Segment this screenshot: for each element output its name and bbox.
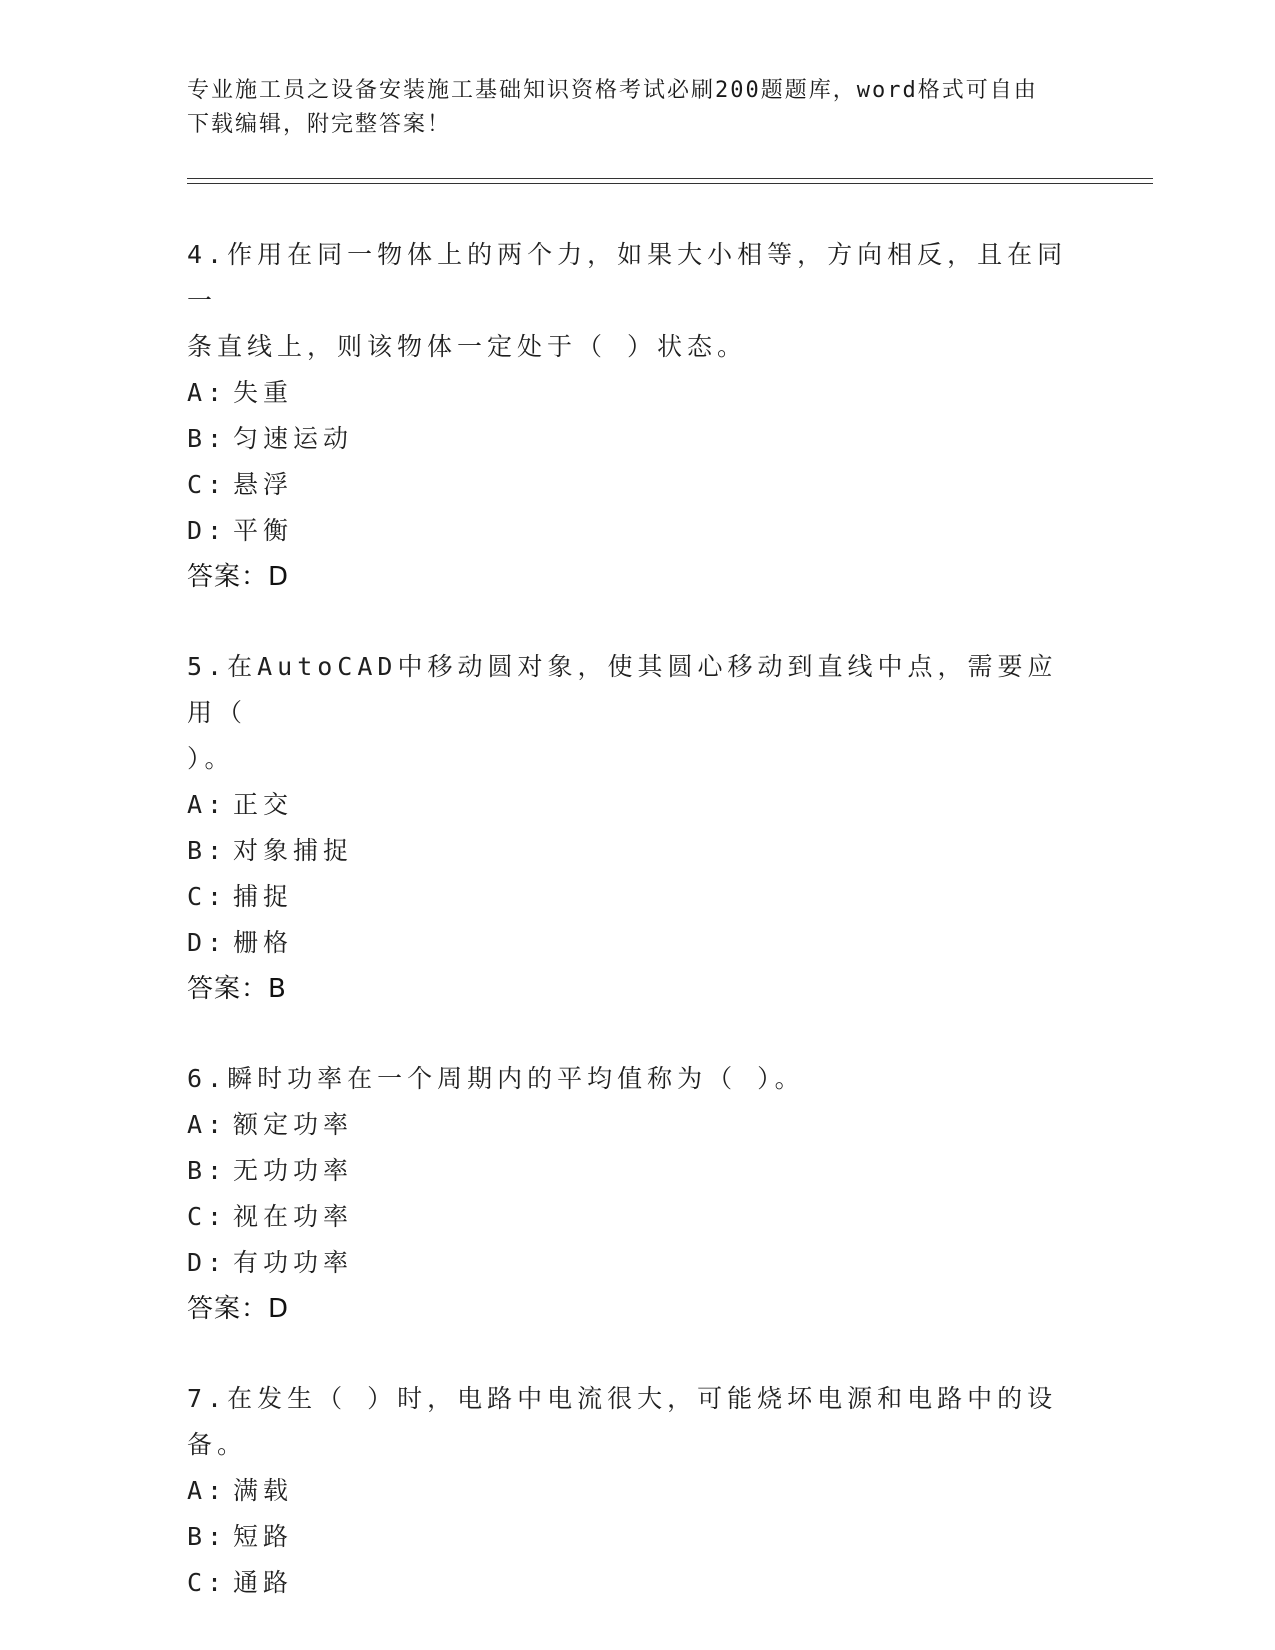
option-b [187, 828, 1087, 874]
option-key: C: [187, 1568, 228, 1597]
option-key: D: [187, 928, 228, 957]
option-text: 有功功率 [233, 1248, 354, 1277]
option-key: A: [187, 378, 228, 407]
option-b [187, 1148, 1087, 1194]
header-divider-top [187, 178, 1153, 179]
option-text: 对象捕捉 [233, 836, 354, 865]
option-key: A: [187, 790, 228, 819]
question-4 [187, 232, 1087, 600]
option-d [187, 1240, 1087, 1286]
option-text: 短路 [233, 1522, 294, 1551]
option-c [187, 1560, 1087, 1606]
option-key: B: [187, 1156, 228, 1185]
question-7 [187, 1376, 1087, 1606]
option-text: 栅格 [233, 928, 294, 957]
question-list [187, 232, 1087, 1650]
option-a [187, 1468, 1087, 1514]
option-key: A: [187, 1476, 228, 1505]
option-b [187, 416, 1087, 462]
option-a [187, 782, 1087, 828]
option-key: D: [187, 1248, 228, 1277]
question-text-continued: ）。 [187, 744, 235, 773]
option-text: 额定功率 [233, 1110, 354, 1139]
option-key: B: [187, 424, 228, 453]
option-d [187, 508, 1087, 554]
answer-label: 答案：D [187, 1294, 290, 1324]
option-a [187, 1102, 1087, 1148]
option-text: 平衡 [233, 516, 294, 545]
option-text: 匀速运动 [233, 424, 354, 453]
question-text-continued: 条直线上，则该物体一定处于（ ）状态。 [187, 332, 748, 361]
question-6 [187, 1056, 1087, 1332]
option-key: C: [187, 882, 228, 911]
header-line-1: 专业施工员之设备安装施工基础知识资格考试必刷200题题库，word格式可自由 [187, 78, 1038, 103]
option-key: B: [187, 1522, 228, 1551]
answer-label: 答案：D [187, 562, 290, 592]
option-b [187, 1514, 1087, 1560]
option-key: D: [187, 516, 228, 545]
option-text: 正交 [233, 790, 294, 819]
option-key: C: [187, 1202, 228, 1231]
option-text: 失重 [233, 378, 294, 407]
question-5 [187, 644, 1087, 1012]
option-key: C: [187, 470, 228, 499]
header-divider-bottom [187, 183, 1153, 184]
question-text: 7.在发生（ ）时，电路中电流很大，可能烧坏电源和电路中的设备。 [187, 1384, 1058, 1459]
option-text: 无功功率 [233, 1156, 354, 1185]
header-line-2: 下载编辑，附完整答案！ [187, 112, 452, 137]
question-text: 5.在AutoCAD中移动圆对象，使其圆心移动到直线中点，需要应用（ [187, 652, 1058, 727]
option-text: 满载 [233, 1476, 294, 1505]
option-key: A: [187, 1110, 228, 1139]
option-c [187, 462, 1087, 508]
answer-label: 答案：B [187, 974, 287, 1004]
option-c [187, 874, 1087, 920]
option-text: 通路 [233, 1568, 294, 1597]
question-text: 6.瞬时功率在一个周期内的平均值称为（ ）。 [187, 1064, 805, 1093]
option-text: 视在功率 [233, 1202, 354, 1231]
option-text: 捕捉 [233, 882, 294, 911]
question-text: 4.作用在同一物体上的两个力，如果大小相等，方向相反，且在同一 [187, 240, 1068, 315]
option-c [187, 1194, 1087, 1240]
option-text: 悬浮 [233, 470, 294, 499]
option-d [187, 920, 1087, 966]
option-key: B: [187, 836, 228, 865]
document-header [187, 74, 1087, 142]
option-a [187, 370, 1087, 416]
